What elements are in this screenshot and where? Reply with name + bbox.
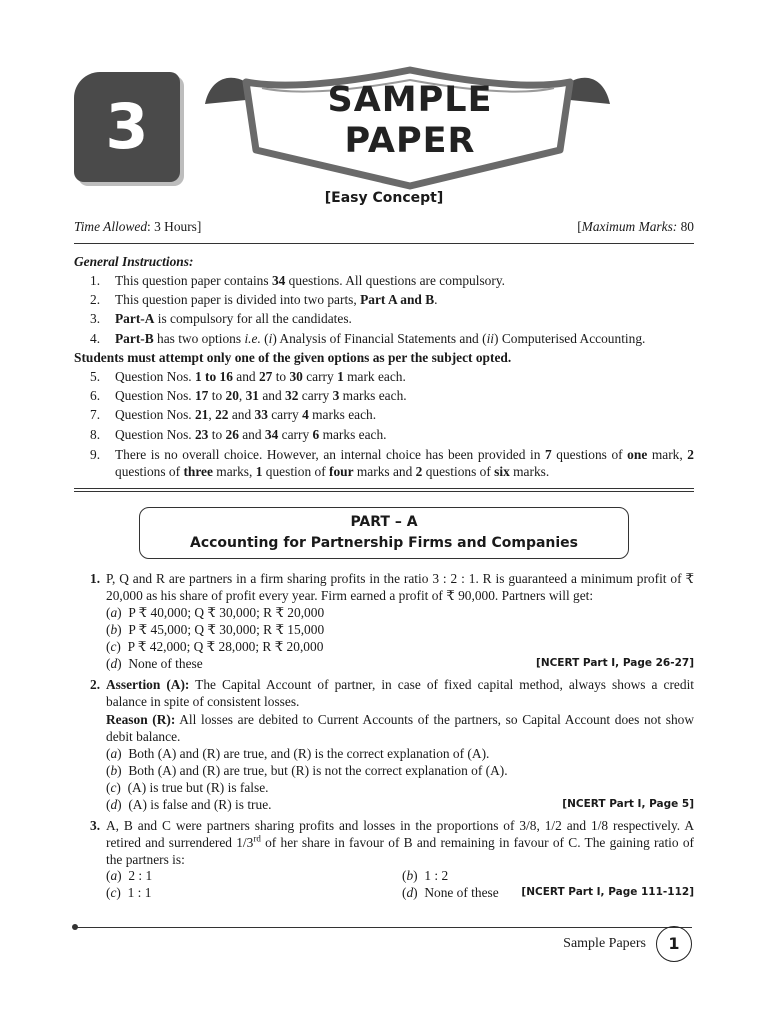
option: (a) P ₹ 40,000; Q ₹ 30,000; R ₹ 20,000 [106, 605, 325, 620]
time-allowed: Time Allowed: 3 Hours] [74, 219, 202, 234]
option: (d) None of these [106, 656, 203, 671]
reason-text: Reason (R): All losses are debited to Current Accounts of the partners, so Capital Account does not show debit balance. [106, 712, 694, 744]
instruction-item: 1. This question paper contains 34 questions. All questions are compulsory. [90, 273, 506, 288]
footer-rule [76, 927, 692, 928]
instruction-item: 6. Question Nos. 17 to 20, 31 and 32 carry 3 marks each. [90, 388, 407, 403]
ncert-reference: [NCERT Part I, Page 5] [562, 798, 694, 810]
option: (a) Both (A) and (R) are true, and (R) is the correct explanation of (A). [106, 746, 490, 761]
question-number: 1. [90, 571, 101, 586]
page-number: 1 [656, 926, 692, 962]
question-text: P, Q and R are partners in a firm sharing profits in the ratio 3 : 2 : 1. R is guaranteed a minimum profit of ₹ 20,000 as his share of profit every year. Firm earned a profit of ₹ 90,000. Partners will get: [106, 571, 694, 603]
footer-label: Sample Papers [563, 936, 646, 951]
option: (c) (A) is true but (R) is false. [106, 780, 269, 795]
banner-title-line1: SAMPLE [327, 80, 493, 120]
instruction-item: 8. Question Nos. 23 to 26 and 34 carry 6 marks each. [90, 427, 387, 442]
option: (d) None of these [402, 885, 499, 900]
option: (b) 1 : 2 [402, 868, 449, 883]
question-number: 2. [90, 677, 101, 692]
instructions-note: Students must attempt only one of the given options as per the subject opted. [74, 350, 512, 365]
instruction-item: 3. Part-A is compulsory for all the candidates. [90, 311, 352, 326]
instruction-item: There is no overall choice. However, an internal choice has been provided in 7 questions of one mark, 2 questions of three marks, 1 question of four marks and 2 questions of six marks. [115, 447, 694, 479]
part-title: PART – A [350, 514, 418, 530]
option: (c) 1 : 1 [106, 885, 152, 900]
paper-subtitle: [Easy Concept] [324, 190, 444, 206]
divider [74, 243, 694, 244]
question-text: A, B and C were partners sharing profits and losses in the proportions of 3/8, 1/2 and 1/8 respectively. A retired and surrendered 1/3rd of her share in favour of B and remaining in favour of C. The gaining ratio of the partners is: [106, 818, 694, 867]
instruction-item: 7. Question Nos. 21, 22 and 33 carry 4 marks each. [90, 407, 377, 422]
instruction-item-num: 9. [90, 447, 101, 462]
instruction-item: 5. Question Nos. 1 to 16 and 27 to 30 carry 1 mark each. [90, 369, 406, 384]
paper-number: 3 [105, 90, 149, 163]
option: (d) (A) is false and (R) is true. [106, 797, 272, 812]
divider [74, 488, 694, 489]
banner-title-line2: PAPER [344, 121, 476, 161]
ncert-reference: [NCERT Part I, Page 26-27] [536, 657, 694, 669]
ncert-reference: [NCERT Part I, Page 111-112] [521, 886, 694, 898]
instruction-item: 4. Part-B has two options i.e. (i) Analysis of Financial Statements and (ii) Computerised Accounting. [90, 331, 646, 346]
option: (b) P ₹ 45,000; Q ₹ 30,000; R ₹ 15,000 [106, 622, 325, 637]
part-a-header [139, 507, 629, 559]
question-number: 3. [90, 818, 101, 833]
option: (c) P ₹ 42,000; Q ₹ 28,000; R ₹ 20,000 [106, 639, 324, 654]
option: (b) Both (A) and (R) are true, but (R) is not the correct explanation of (A). [106, 763, 508, 778]
instruction-item: 2. This question paper is divided into two parts, Part A and B. [90, 292, 438, 307]
option: (a) 2 : 1 [106, 868, 153, 883]
assertion-text: Assertion (A): The Capital Account of partner, in case of fixed capital method, always shows a credit balance in spite of consistent losses. [106, 677, 695, 709]
part-subtitle: Accounting for Partnership Firms and Companies [189, 535, 579, 551]
maximum-marks: [Maximum Marks: 80 [577, 219, 694, 234]
instructions-heading: General Instructions: [74, 254, 194, 269]
divider [74, 491, 694, 492]
